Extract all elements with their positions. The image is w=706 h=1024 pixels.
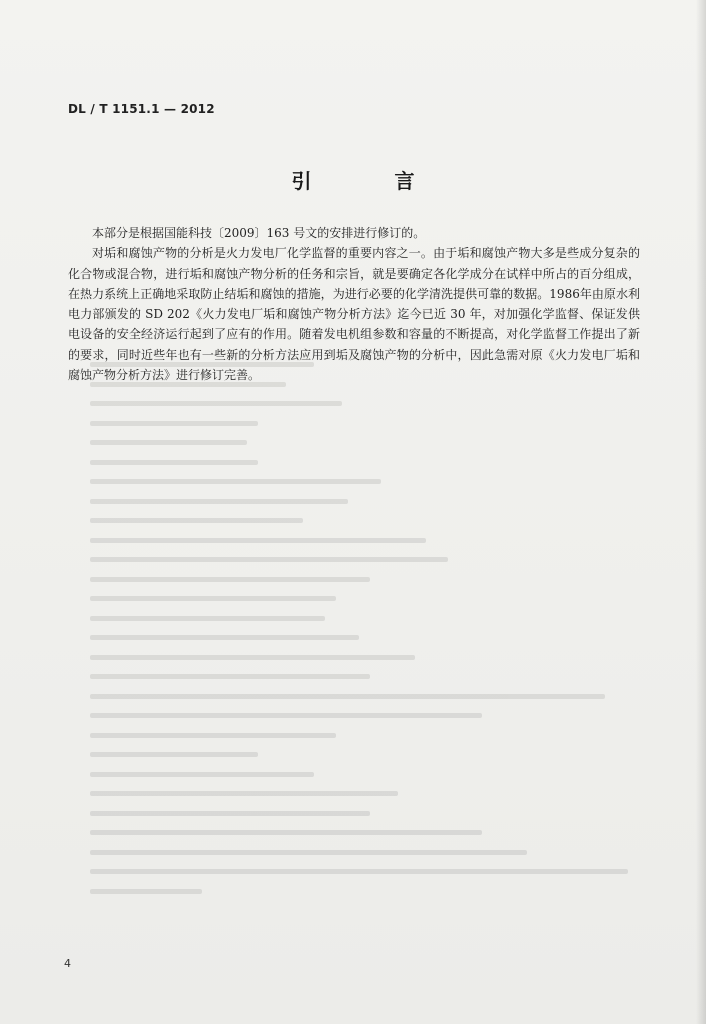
page-title: 引 言	[291, 169, 453, 193]
paragraph-1: 本部分是根据国能科技〔2009〕163 号文的安排进行修订的。	[92, 226, 426, 240]
page-edge-shadow	[696, 0, 706, 1024]
bleed-through-text	[90, 362, 650, 902]
page-number: 4	[64, 957, 71, 970]
paragraph-2: 对垢和腐蚀产物的分析是火力发电厂化学监督的重要内容之一。由于垢和腐蚀产物大多是些成分复杂的化合物或混合物，进行垢和腐蚀产物分析的任务和宗旨，就是要确定各化学成分在试样中所占的百分组成，在热力系统上正确地采取防止结垢和腐蚀的措施，为进行必要的化学清洗提供可靠的数据。1986年由原水利电力部颁发的 SD 202《火力发电厂垢和腐蚀产物分析方法》迄今已近 30 年，对加强化学监督、保证发供电设备的安全经济运行起到了应有的作用。随着发电机组参数和容量的不断提高，对化学监督工作提出了新的要求，同时近些年也有一些新的分析方法应用到垢及腐蚀产物的分析中，因此急需对原《火力发电厂垢和腐蚀产物分析方法》进行修订完善。	[68, 246, 640, 383]
body-text	[68, 223, 640, 385]
document-code: DL / T 1151.1 — 2012	[68, 102, 215, 116]
